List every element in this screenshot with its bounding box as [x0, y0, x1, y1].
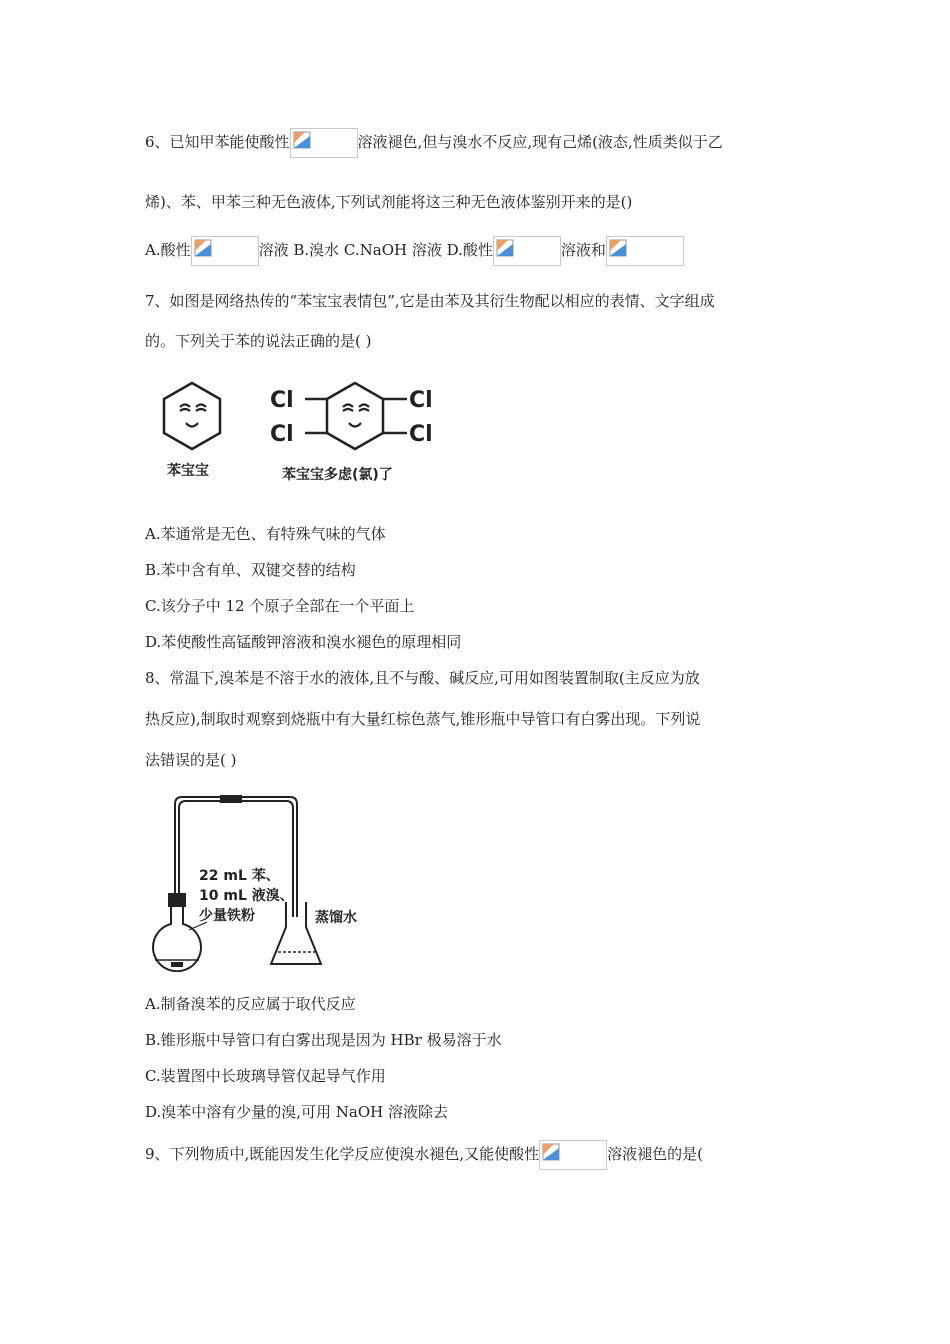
benzene-ring-right	[327, 383, 383, 449]
q7-option-d: D.苯使酸性高锰酸钾溶液和溴水褪色的原理相同	[145, 633, 462, 651]
label-distilled-water: 蒸馏水	[315, 910, 357, 926]
q9-text-1b: 溶液褪色的是(	[607, 1145, 703, 1163]
q6-opt-c: 溶液和	[560, 241, 606, 259]
face-right	[343, 405, 369, 427]
q8-option-b: B.锥形瓶中导管口有白雾出现是因为 HBr 极易溶于水	[145, 1031, 502, 1049]
cl-left-top: Cl	[270, 388, 294, 413]
q6-text-1a: 6、已知甲苯能使酸性	[145, 133, 290, 151]
q7-line-1: 7、如图是网络热传的“苯宝宝表情包”,它是由苯及其衍生物配以相应的表情、文字组成	[145, 292, 715, 310]
q8-line-3: 法错误的是( )	[145, 751, 237, 769]
rubber-connector	[220, 795, 242, 803]
q9-text-1a: 9、下列物质中,既能因发生化学反应使溴水褪色,又能使酸性	[145, 1145, 540, 1163]
q8-line-2: 热反应),制取时观察到烧瓶中有大量红棕色蒸气,锥形瓶中导管口有白雾出现。下列说	[145, 710, 701, 728]
q6-opt-a: A.酸性	[145, 241, 191, 259]
q6-line-2: 烯)、苯、甲苯三种无色液体,下列试剂能将这三种无色液体鉴别开来的是()	[145, 193, 633, 211]
q8-option-c: C.装置图中长玻璃导管仅起导气作用	[145, 1067, 386, 1085]
benzene-emoji-figure	[155, 375, 435, 490]
q7-line-2: 的。下列关于苯的说法正确的是( )	[145, 332, 372, 350]
q9-line-1	[145, 1140, 703, 1170]
q6-text-1b: 溶液褪色,但与溴水不反应,现有己烯(液态,性质类似于乙	[357, 133, 723, 151]
cl-left-bottom: Cl	[270, 422, 294, 447]
q6-options	[145, 236, 684, 266]
cl-right-top: Cl	[409, 388, 433, 413]
q7-option-b: B.苯中含有单、双键交替的结构	[145, 561, 356, 579]
iron-powder	[171, 962, 183, 967]
label-reagents-3: 少量铁粉	[199, 908, 255, 924]
label-benzene-baby: 苯宝宝	[167, 463, 209, 479]
chlorine-bonds	[305, 399, 407, 433]
label-benzene-baby-chlorine: 苯宝宝多虑(氯)了	[282, 467, 393, 483]
q7-option-c: C.该分子中 12 个原子全部在一个平面上	[145, 597, 415, 615]
broken-image-icon	[539, 1140, 607, 1170]
label-reagents-2: 10 mL 液溴、	[199, 888, 294, 904]
cl-right-bottom: Cl	[409, 422, 433, 447]
q8-option-a: A.制备溴苯的反应属于取代反应	[145, 995, 356, 1013]
broken-image-icon	[493, 236, 561, 266]
broken-image-icon	[290, 128, 358, 158]
q7-option-a: A.苯通常是无色、有特殊气味的气体	[145, 525, 386, 543]
broken-image-icon	[191, 236, 259, 266]
q6-line-1	[145, 128, 723, 158]
q6-opt-b: 溶液 B.溴水 C.NaOH 溶液 D.酸性	[258, 241, 493, 259]
bromobenzene-apparatus-figure	[145, 792, 375, 972]
broken-image-icon	[606, 236, 684, 266]
face-left	[180, 405, 206, 427]
q8-option-d: D.溴苯中溶有少量的溴,可用 NaOH 溶液除去	[145, 1103, 449, 1121]
q8-line-1: 8、常温下,溴苯是不溶于水的液体,且不与酸、碱反应,可用如图装置制取(主反应为放	[145, 669, 700, 687]
benzene-ring-left	[164, 383, 220, 449]
label-reagents-1: 22 mL 苯、	[199, 868, 280, 884]
